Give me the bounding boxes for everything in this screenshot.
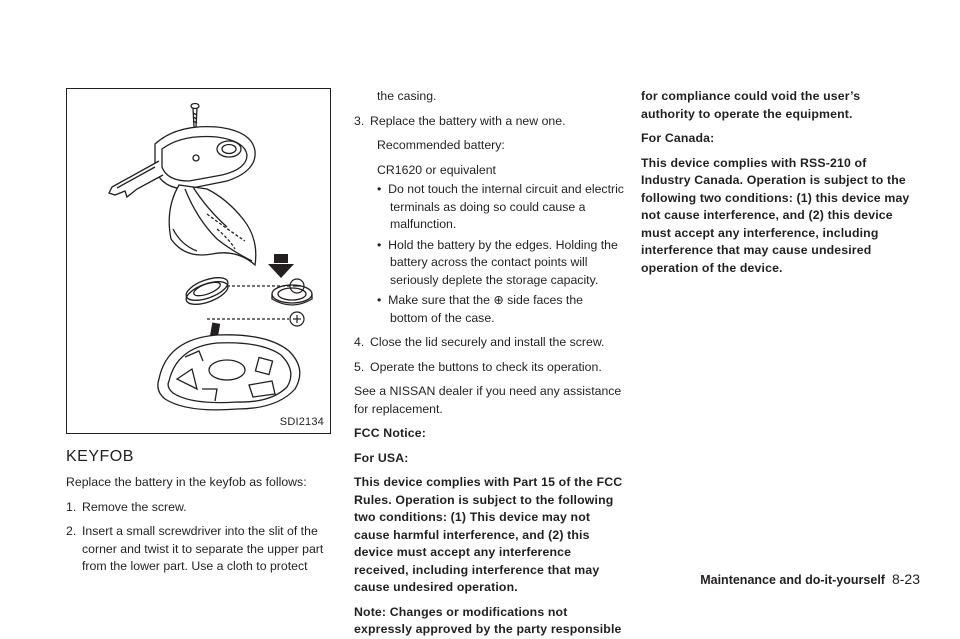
step-5 xyxy=(354,359,624,377)
bullet-item: • Make sure that the ⊕ side faces the bottom of the case. xyxy=(377,293,584,325)
step-3 xyxy=(354,113,624,131)
coin-cell-icon xyxy=(183,273,231,309)
step-number: 2. xyxy=(66,524,77,538)
step-text: Operate the buttons to check its operation. xyxy=(370,359,602,374)
step-number: 5. xyxy=(354,359,365,374)
cloth-shape xyxy=(169,185,256,265)
bullet-item: • Do not touch the internal circuit and electric terminals as doing so could cause a malfunction. xyxy=(377,182,624,231)
column-middle xyxy=(354,88,624,639)
dealer-note: See a NISSAN dealer if you need any assistance for replacement. xyxy=(354,384,622,416)
plus-circle-symbol: ⊕ xyxy=(493,293,504,307)
keyfob-battery-figure xyxy=(66,88,331,434)
step-1 xyxy=(66,499,338,517)
note-text: Note: Changes or modifications not expressly approved by the party responsible xyxy=(354,604,622,636)
step-number: 3. xyxy=(354,113,365,128)
page-footer xyxy=(700,571,920,587)
intro-text: Replace the battery in the keyfob as follows: xyxy=(66,475,307,489)
plus-symbol-icon xyxy=(207,312,304,326)
for-usa-heading: For USA: xyxy=(354,450,409,465)
column-right xyxy=(641,88,913,277)
battery-icon xyxy=(272,285,312,305)
footer-section-title: Maintenance and do-it-yourself xyxy=(700,573,885,587)
screw-icon xyxy=(191,104,199,128)
step-text: Remove the screw. xyxy=(82,499,187,514)
step-4 xyxy=(354,334,624,352)
step-2-continued: the casing. xyxy=(377,89,437,103)
recommended-battery-label: Recommended battery: xyxy=(377,138,505,152)
keyfob-illustration xyxy=(67,89,330,433)
step-text: Replace the battery with a new one. xyxy=(370,113,566,128)
for-canada-heading: For Canada: xyxy=(641,131,715,145)
step-number: 1. xyxy=(66,499,77,514)
section-title: KEYFOB xyxy=(66,448,134,465)
bullet-item: • Hold the battery by the edges. Holding the battery across the contact points will seriously deplete the storage capacity. xyxy=(377,237,618,287)
recommended-battery-value: CR1620 or equivalent xyxy=(377,162,496,177)
step-text: Insert a small screwdriver into the slit of the corner and twist it to separate the upper part from the lower part. Use a cloth to protect xyxy=(82,524,324,573)
page-number: 8-23 xyxy=(891,571,920,587)
column-left xyxy=(66,88,338,576)
figure-code: SDI2134 xyxy=(279,416,324,428)
down-arrow-icon xyxy=(268,254,294,278)
step-2 xyxy=(66,523,338,576)
step-text: Close the lid securely and install the screw. xyxy=(370,335,605,349)
usa-compliance-text: This device complies with Part 15 of the FCC Rules. Operation is subject to the following two conditions: (1) This device may not cause harmful interference, and (2) this device must accept any interference received, including interference that may cause undesired operation. xyxy=(354,475,623,594)
note-text-continued: for compliance could void the user’s authority to operate the equipment. xyxy=(641,89,861,121)
fcc-notice-heading: FCC Notice: xyxy=(354,426,427,440)
keyfob-case xyxy=(158,335,300,410)
canada-compliance-text: This device complies with RSS-210 of Industry Canada. Operation is subject to the following two conditions: (1) this device may not cause interference, and (2) this device must accept any interference, including interference that may cause undesired operation of the device. xyxy=(641,155,910,275)
step-number: 4. xyxy=(354,335,365,349)
